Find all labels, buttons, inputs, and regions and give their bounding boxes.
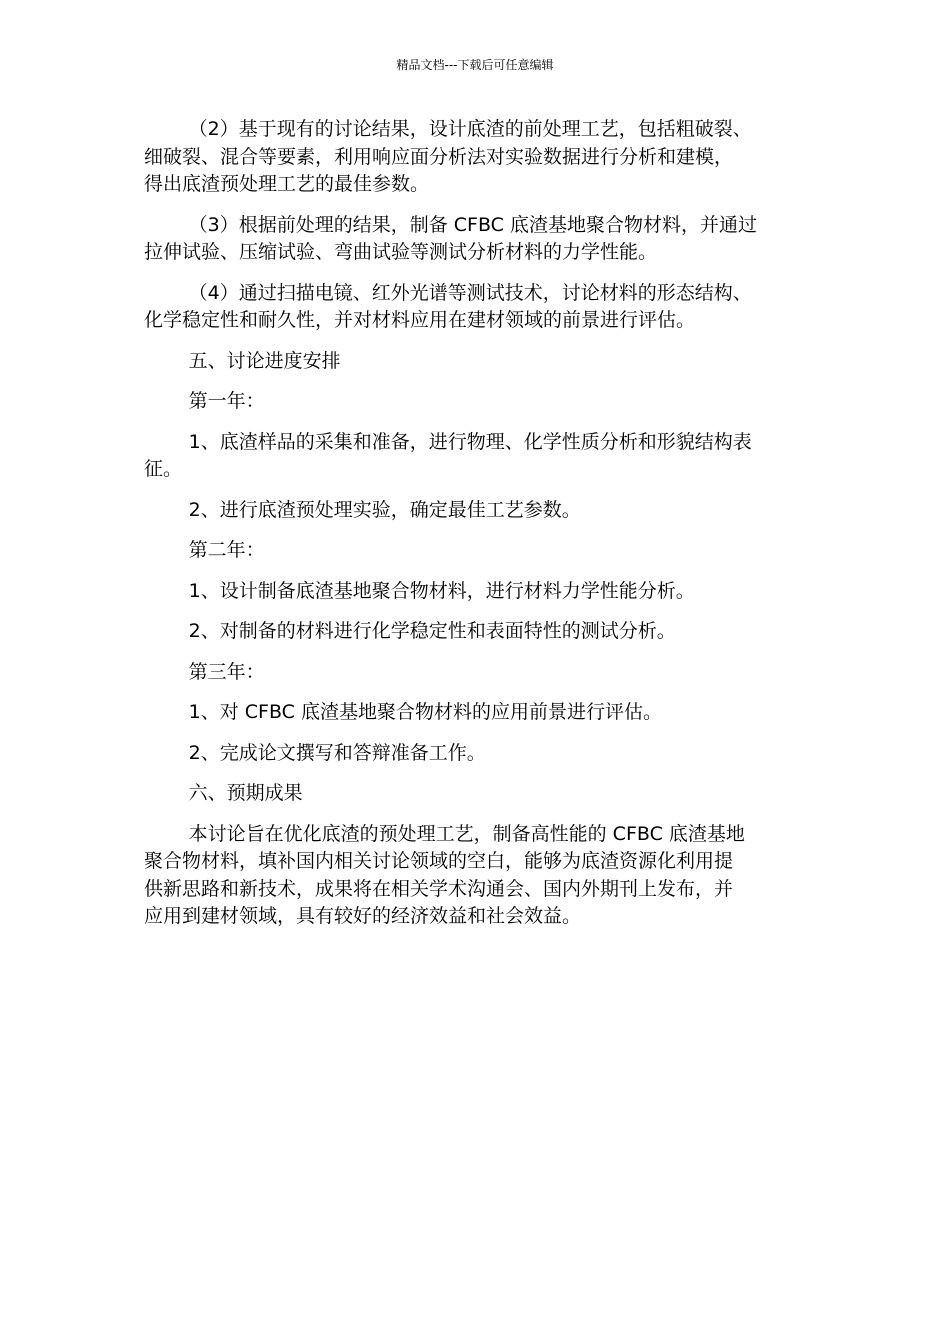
text-line: （4）通过扫描电镜、红外光谱等测试技术，讨论材料的形态结构、 xyxy=(188,281,752,304)
paragraph-expected-results xyxy=(144,821,806,931)
text-line: 1、设计制备底渣基地聚合物材料，进行材料力学性能分析。 xyxy=(188,579,695,602)
year2-task-2 xyxy=(144,618,806,646)
section-heading-schedule xyxy=(144,348,806,376)
text-line: 拉伸试验、压缩试验、弯曲试验等测试分析材料的力学性能。 xyxy=(144,241,658,263)
year3-task-2 xyxy=(144,740,806,768)
year1-task-1 xyxy=(144,429,806,484)
text-line: 供新思路和新技术，成果将在相关学术沟通会、国内外期刊上发布，并 xyxy=(144,877,734,900)
text-line: 征。 xyxy=(144,458,183,480)
text-line: 2、完成论文撰写和答辩准备工作。 xyxy=(188,741,486,764)
text-line: 六、预期成果 xyxy=(188,782,303,804)
text-line: 2、进行底渣预处理实验，确定最佳工艺参数。 xyxy=(188,498,581,521)
paragraph-research-item-2 xyxy=(144,116,806,199)
section-heading-expected-results xyxy=(144,780,806,808)
text-line: 本讨论旨在优化底渣的预处理工艺，制备高性能的 CFBC 底渣基地 xyxy=(188,822,745,845)
document-body xyxy=(144,116,806,944)
text-line: 1、对 CFBC 底渣基地聚合物材料的应用前景进行评估。 xyxy=(188,701,662,723)
text-line: （2）基于现有的讨论结果，设计底渣的前处理工艺，包括粗破裂、 xyxy=(188,118,752,140)
year2-task-1 xyxy=(144,578,806,606)
text-line: 细破裂、混合等要素，利用响应面分析法对实验数据进行分析和建模， xyxy=(144,145,734,168)
year-heading-1 xyxy=(144,388,806,416)
text-line: 聚合物材料，填补国内相关讨论领域的空白，能够为底渣资源化利用提 xyxy=(144,850,734,872)
paragraph-research-item-4 xyxy=(144,280,806,335)
year-heading-3 xyxy=(144,659,806,687)
year1-task-2 xyxy=(144,497,806,525)
text-line: （3）根据前处理的结果，制备 CFBC 底渣基地聚合物材料，并通过 xyxy=(188,213,757,236)
page-header: 精品文档---下载后可任意编辑 xyxy=(396,58,554,72)
year-heading-2 xyxy=(144,537,806,565)
text-line: 化学稳定性和耐久性，并对材料应用在建材领域的前景进行评估。 xyxy=(144,309,696,331)
text-line: 应用到建材领域，具有较好的经济效益和社会效益。 xyxy=(144,905,582,927)
text-line: 得出底渣预处理工艺的最佳参数。 xyxy=(144,173,430,195)
paragraph-research-item-3 xyxy=(144,212,806,267)
text-line: 第一年： xyxy=(188,390,265,412)
text-line: 第二年： xyxy=(188,539,265,561)
text-line: 1、底渣样品的采集和准备，进行物理、化学性质分析和形貌结构表 xyxy=(188,430,752,453)
text-line: 2、对制备的材料进行化学稳定性和表面特性的测试分析。 xyxy=(188,620,676,642)
year3-task-1 xyxy=(144,699,806,727)
text-line: 第三年： xyxy=(188,660,265,683)
text-line: 五、讨论进度安排 xyxy=(188,349,341,372)
